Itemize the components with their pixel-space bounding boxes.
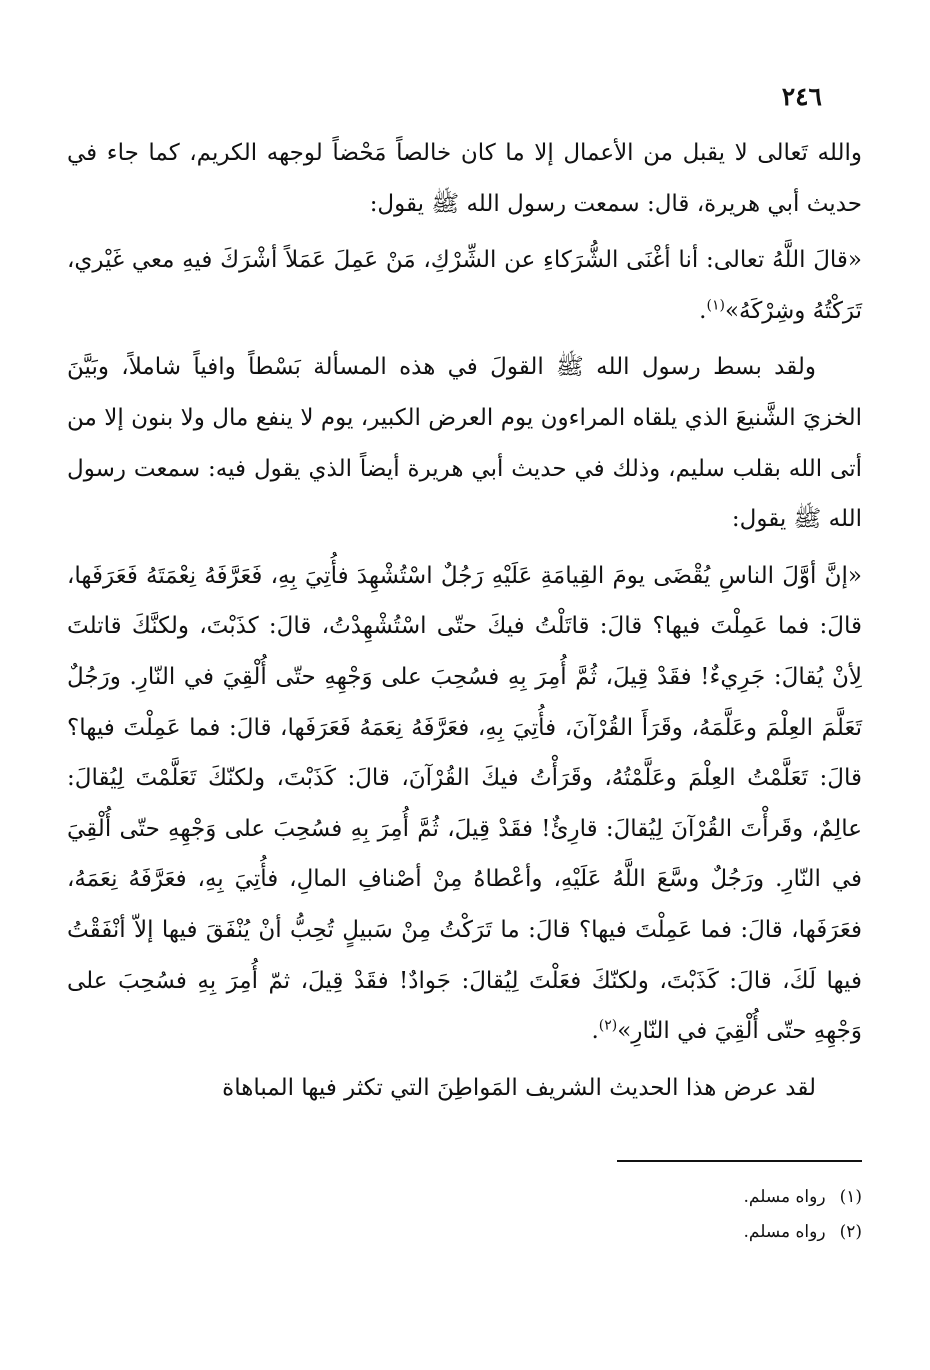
footnote-divider	[617, 1160, 862, 1162]
paragraph-text: والله تَعالى لا يقبل من الأعمال إلا ما كان خالصاً مَحْضاً لوجهه الكريم، كما جاء في حديث أبي هريرة، قال: سمعت رسول الله ﷺ يقول:	[67, 140, 863, 217]
footnote-reference: (٢)	[598, 1017, 618, 1034]
hadith-quote-2	[67, 551, 862, 1057]
footnote-reference: (١)	[706, 297, 725, 314]
footnotes	[67, 1180, 862, 1250]
footnote-1	[67, 1180, 862, 1215]
paragraph-closing	[67, 1063, 862, 1114]
paragraph-explanation	[67, 342, 862, 544]
footnote-text: رواه مسلم.	[743, 1222, 826, 1242]
page-number: ٢٤٦	[781, 82, 822, 111]
main-text	[67, 128, 862, 1119]
footnote-number: (٢)	[839, 1222, 862, 1242]
paragraph-text: لقد عرض هذا الحديث الشريف المَواطِنَ التي تكثر فيها المباهاة	[222, 1074, 816, 1101]
punctuation: .	[699, 297, 707, 324]
paragraph-intro	[67, 128, 862, 229]
footnote-number: (١)	[839, 1187, 862, 1207]
paragraph-text: ولقد بسط رسول الله ﷺ القولَ في هذه المسألة بَسْطاً وافياً شاملاً، وبَيَّنَ الخزيَ الشَّنيعَ الذي يلقاه المراءون يوم العرض الكبير، يوم لا ينفع مال ولا بنون إلا من أتى الله بقلب سليم، وذلك في حديث أبي هريرة أيضاً الذي يقول فيه: سمعت رسول الله ﷺ يقول:	[67, 354, 862, 533]
hadith-quote-1	[67, 235, 862, 336]
punctuation: .	[591, 1018, 599, 1045]
footnote-text: رواه مسلم.	[743, 1187, 826, 1207]
hadith-text: «قالَ اللَّهُ تعالى: أنا أغْنَى الشُّرَكاءِ عن الشِّرْكِ، مَنْ عَمِلَ عَمَلاً أشْرَكَ فيهِ معي غَيْري، تَرَكْتُهُ وشِرْكَهُ»	[67, 247, 862, 324]
hadith-text: «إنَّ أوَّلَ الناسِ يُقْضَى يومَ القِيامَةِ عَلَيْهِ رَجُلٌ اسْتُشْهِدَ فأُتِيَ بِهِ، فَعَرَّفَهُ نِعْمَتَهُ فَعَرَفَها، قالَ: فما عَمِلْتَ فيها؟ قالَ: قاتَلْتُ فيكَ حتّى اسْتُشْهِدْتُ، قالَ: كذَبْتَ، ولكنَّكَ قاتلتَ لِأنْ يُقالَ: جَرِيءٌ! فقَدْ قِيلَ، ثُمَّ أُمِرَ بِهِ فسُحِبَ على وَجْهِهِ حتّى أُلْقِيَ في النّارِ. ورَجُلٌ تَعَلَّمَ العِلْمَ وعَلَّمَهُ، وقَرَأَ القُرْآنَ، فأُتِيَ بِهِ، فعَرَّفَهُ نِعَمَهُ فَعَرَفَها، قالَ: فما عَمِلْتَ فيها؟ قالَ: تَعَلَّمْتُ العِلْمَ وعَلَّمْتُهُ، وقَرَأْتُ فيكَ القُرْآنَ، قالَ: كَذَبْتَ، ولكنّكَ تَعَلَّمْتَ لِيُقالَ: عالِمٌ، وقَرأْتَ القُرْآنَ لِيُقالَ: قارِئٌ! فقَدْ قِيلَ، ثُمَّ أُمِرَ بِهِ فسُحِبَ على وَجْهِهِ حتّى أُلْقِيَ في النّارِ. ورَجُلٌ وسَّعَ اللَّهُ عَلَيْهِ، وأعْطاهُ مِنْ أصْنافِ المالِ، فأُتِيَ بِهِ، فعَرَّفَهُ نِعَمَهُ، فعَرَفَها، قالَ: فما عَمِلْتَ فيها؟ قالَ: ما تَرَكْتُ مِنْ سَبيلٍ تُحِبُّ أنْ يُنْفَقَ فيها إلاّ أنْفَقْتُ فيها لَكَ، قالَ: كَذَبْتَ، ولكنّكَ فعَلْتَ لِيُقالَ: جَوادٌ! فقَدْ قِيلَ، ثمّ أُمِرَ بِهِ فسُحِبَ على وَجْهِهِ حتّى أُلْقِيَ في النّارِ»	[67, 562, 862, 1045]
footnote-2	[67, 1215, 862, 1250]
